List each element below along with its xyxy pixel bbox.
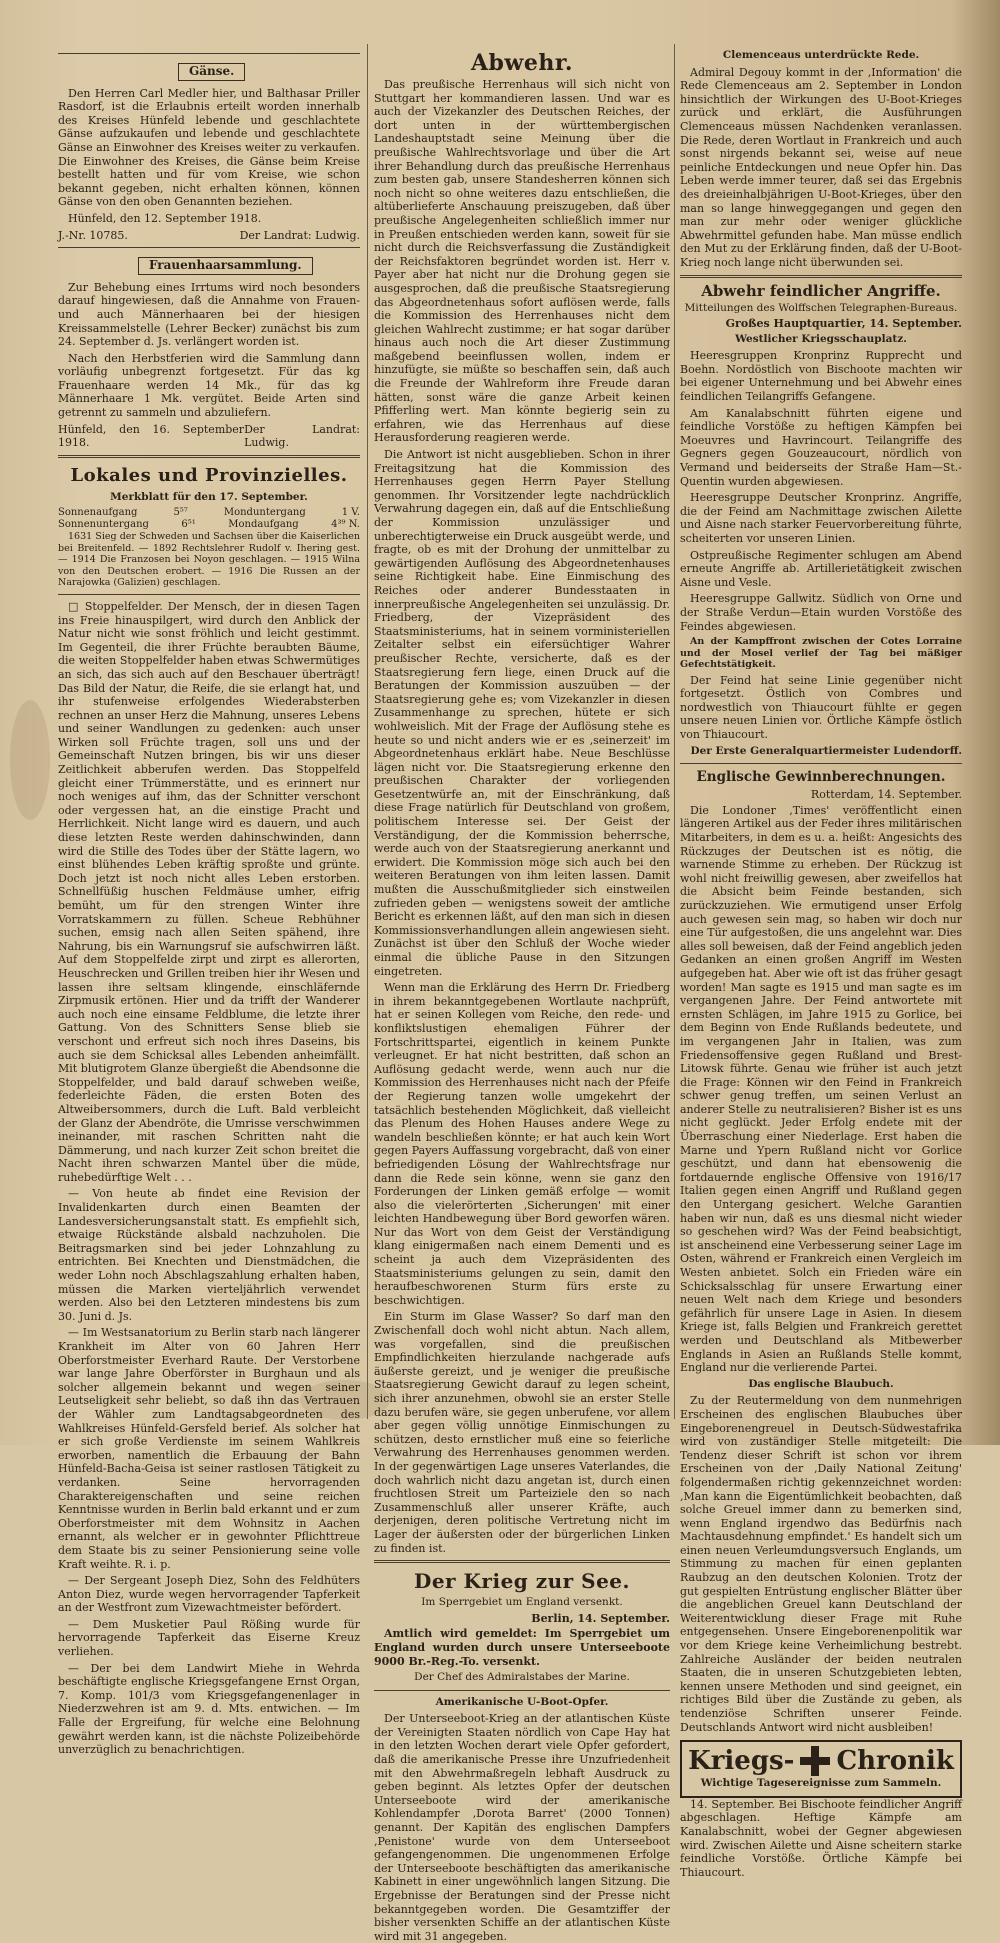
almanac-row [58,519,360,531]
gaense-date: Hünfeld, den 12. September 1918. [68,211,262,225]
angriffe-heading: Abwehr feindlicher Angriffe. [701,281,941,300]
clemenceau-body: Admiral Degouy kommt in der ‚Information' die Rede Clemenceaus am 2. September in London hinsichtlich der Wirkungen des U-Boot-Krieges zurück und erklärt, die Ausführungen Clemenceaus müssen Nachdenken veranlassen. Die Rede, deren Wortlaut in Frankreich und auch sonst nirgends bekannt sei, weise auf neue peinliche Entdeckungen und neue Opfer hin. Das Leben werde immer teurer, daß sei das Ergebnis des dreieinhalbjährigen U-Boot-Krieges, über den man so lange hinweggegangen und gegen den man zur mehr oder weniger glückliche Abwehrmittel gefunden habe. Man müsse endlich den Mut zu der Erklärung finden, daß der U-Boot-Krieg noch lange nicht überwunden sei. [680,65,962,269]
divider [58,247,360,248]
divider [58,455,360,458]
clemenceau-heading: Clemenceaus unterdrückte Rede. [722,49,920,61]
frauenhaar-signature: Der Landrat: Ludwig. [244,422,360,450]
column-rule [674,44,675,1419]
abwehr-paragraph-3: Wenn man die Erklärung des Herrn Dr. Friedberg in ihrem bekanntgegebenen Wortlaute nachprüft, hat er seinen Kollegen vom Reiche, den rede- und konfliktslustigen ehemaligen Führer der Fortschrittspartei, eigentlich in keinem Punkte verleugnet. Er hat nicht bestritten, daß schon an Auflösung gedacht werde, wenn auch nur die Kommission des Herrenhauses nicht nach der Pfeife der Regierung tanzen wolle umgekehrt der tatsächlich bestehenden Möglichkeit, daß vielleicht das Plenum des Hohen Hauses andere Wege zu wandeln beschließen könnte; er hat auch kein Wort gegen Payers Auffassung vorgebracht, daß von einer befriedigenden Lösung der Wahlrechtsfrage nur dann die Rede sein könne, wenn sie ganz den Forderungen der Linken gemäß erfolge — womit also die vielerörterten ‚Sicherungen' mit einer leichten Handbewegung über Bord geworfen wären. Nur das Wort von dem Geist der Verständigung klang einigermaßen nach einem Dementi und es scheint ja auch dem Vizepräsidenten des Staatsministeriums gelungen zu sein, damit den heraufbeschworenen Sturm fürs erste zu beschwichtigen. [374,981,670,1307]
moonrise-value: 4³⁹ N. [331,519,360,531]
column-rule [367,44,368,1419]
chronik-subtitle: Wichtige Tagesereignisse zum Sammeln. [700,1777,942,1790]
lokales-heading: Lokales und Provinzielles. [70,464,348,486]
frauenhaar-date: Hünfeld, den 16. September 1918. [58,422,245,450]
gaense-signature: Der Landrat: Ludwig. [239,228,360,242]
iron-cross-icon [800,1746,830,1776]
angriffe-dateline: Großes Hauptquartier, 14. September. [725,317,962,331]
west-heading: Westlicher Kriegsschauplatz. [735,332,907,345]
angriffe-source: Mitteilungen des Wolffschen Telegraphen-Bureaus. [684,301,958,314]
rupprecht-report: Heeresgruppen Kronprinz Rupprecht und Boehn. Nordöstlich von Bischoote machten wir bei eigener Unternehmung und bei Abwehr eines feindlichen Teilangriffs Gefangene. [680,349,962,404]
column-left [58,48,360,1757]
sunset-value: 6⁵¹ [181,519,196,531]
sunrise-value: 5⁵⁷ [173,507,188,519]
abwehr-paragraph-2: Die Antwort ist nicht ausgeblieben. Schon in ihrer Freitagsitzung hat die Kommission des Herrenhauses gegen Herrn Payer Stellung genommen. Ihr Vorsitzender legte nachdrücklich Verwahrung dagegen ein, daß auf die Entschließung der Kommission unzulässiger und unberechtigterweise ein Druck ausgeübt werde, und fragte, ob es mit der Drohung der unmittelbar zu gewärtigenden Auflösung des Abgeordnetenhauses seine Richtigkeit habe. Eine Einmischung des Reiches oder anderer Bundesstaaten in innerpreußische Angelegenheiten sei unzulässig. Dr. Friedberg, der Vizepräsident des Staatsministeriums, hat in seinem vorministeriellen Zeitalter selbst ein eifersüchtiger Wahrer preußischer Rechte, versicherte, daß es der Staatsregierung fern liege, einen Druck auf die Beratungen der Kommission auszuüben — der Staatsregierung gehe es; vom Vizekanzler in diesen Zusammenhange zu sprechen, hütete er sich wohlweislich. Mit der Frage der Auflösung stehe es heute so und nicht anders wie er es ‚seinerzeit' im Abgeordnetenhaus erklärt habe. Neue Beschlüsse lägen nicht vor. Die Staatsregierung erkenne den preußischen Charakter der vorliegenden Gesetzentwürfe an, mit der Einschränkung, daß diese Frage natürlich für Deutschland von großem, politischem Interesse sei. Der Geist der Verständigung, der die Kommission beherrsche, werde auch von der Staatsregierung anerkannt und erwidert. Die Kommission möge sich auch bei den weiteren Beratungen von ihm leiten lassen. Damit mußten die Ausschußmitglieder sich einstweilen zufrieden geben — wenigstens soweit der amtliche Bericht es erkennen läßt, auf den man sich in diesen Kommissionsverhandlungen allein angewiesen sieht. Zunächst ist über den Schluß der Woche wieder einmal die übliche Pause in den Sitzungen eingetreten. [374,448,670,978]
ostpreussen-report: Ostpreußische Regimenter schlugen am Abend erneute Angriffe ab. Artillerietätigkeit zwischen Aisne und Vesle. [680,548,962,589]
kronprinz-report: Heeresgruppe Deutscher Kronprinz. Angriffe, die der Feind am Nachmittage zwischen Ailette und Aisne nach starker Feuervorbereitung führte, scheiterten vor unseren Linien. [680,491,962,545]
gaense-body: Den Herren Carl Medler hier, und Balthasar Priller Rasdorf, ist die Erlaubnis erteilt worden innerhalb des Kreises Hünfeld lebende und geschlachtete Gänse aufzukaufen und lebende und geschlachtete Gänse an Einwohner des Kreises weiter zu verkaufen. Die Einwohner des Kreises, die Gänse beim Kreise bestellt hatten und für vom Kreise, wie schon bekannt gegeben, nicht erhalten können, können Gänse von den oben Genannten beziehen. [58,86,360,209]
sunrise-label: Sonnenaufgang [58,507,138,519]
stoppelfelder-article: □ Stoppelfelder. Der Mensch, der in diesen Tagen ins Freie hinauspilgert, wird durch den Anblick der Natur nicht wie sonst fröhlich und leicht gestimmt. Im Gegenteil, die ihrer Früchte beraubten Bäume, die weiten Stoppelfelder haben etwas Schwermütiges an sich, das sich auch auf den Beschauer überträgt! Das Bild der Natur, die Reife, die sie erlangt hat, und ihr stufenweise erfolgendes Wiederabsterben rechnen an unser Herz die Mahnung, unseres Lebens und seiner Wandlungen zu gedenken: auch unser Wirken soll Früchte tragen, soll uns und der Gemeinschaft Nutzen bringen, bis wir uns dieser Zeitlichkeit abberufen werden. Das Stoppelfeld gleicht einer Trümmerstätte, und es erinnert nur noch weniges auf ihm, das der Schnitter verschont oder vergessen hat, an die einstige Pracht und Herrlichkeit. Nicht lange wird es dauern, und auch diese letzten Reste werden dahinschwinden, dann wird die Stille des Todes über der Stätte lagern, wo einst blühendes Leben kräftig sproßte und grünte. Doch jetzt ist noch nicht alles Leben erstorben. Schnellfüßig huschen Feldmäuse umher, eifrig bemüht, um für den strengen Winter ihre Vorratskammern zu füllen. Scheue Rebhühner suchen, emsig nach allen Seiten spähend, ihre Nahrung, bis ein Warnungsruf sie aufschwirren läßt. Auf dem Stoppelfelde zirpt und zirpt es allerorten, Heuschrecken und Grillen treiben hier ihr Wesen und lassen ihre seltsam klingende, einschläfernde Zirpmusik ertönen. Hier und da trifft der Wanderer auch noch eine einsame Feldblume, die letzte ihrer Gattung. Von des Schnitters Sense blieb sie verschont und erfreut sich noch ihres Daseins, bis auch sie dem Schicksal alles Lebenden anheimfällt. Mit blutigrotem Glanze übergießt die Abendsonne die Stoppelfelder, und bald darauf schweben weiße, federleichte Fäden, die ersten Boten des Altweibersommers, durch die Luft. Bald verbleicht der Glanz der Abendröte, die Umrisse verschwimmen ineinander, mit raschen Schritten naht die Dämmerung, und nach kurzer Zeit schon breitet die Nacht ihren schwarzen Mantel über die müde, ruhebedürftige Welt . . . [58,599,360,1184]
gallwitz-report: Heeresgruppe Gallwitz. Südlich von Orne und der Straße Verdun—Etain wurden Vorstöße des Feindes abgewiesen. [680,592,962,633]
column-middle [374,48,670,1943]
divider [680,275,962,278]
see-subheading: Im Sperrgebiet um England versenkt. [421,1596,623,1609]
gewinn-dateline: Rotterdam, 14. September. [810,788,962,802]
see-amtlich: Amtlich wird gemeldet: Im Sperrgebiet um England wurden durch unsere Unterseeboote 9000 Br.-Reg.-To. versenkt. [374,1627,670,1668]
see-chef: Der Chef des Admiralstabes der Marine. [414,1671,630,1684]
abwehr-paragraph-1: Das preußische Herrenhaus will sich nicht von Stuttgart her kommandieren lassen. Und war es auch der Vizekanzler des Deutschen Reiches, der dort unten in der württembergischen Landeshauptstadt seine Meinung über die preußische Wahlrechtsvorlage und über die Art ihrer Behandlung durch das preußische Herrenhaus zum besten gab, unsere Standesherren können sich noch nicht so ohne weiteres dazu entschließen, die altüberlieferte Anschauung preiszugeben, daß über preußische Angelegenheiten schließlich immer nur in Preußen entschieden werden kann, soweit für sie nicht durch die Reichsverfassung die Zuständigkeit der Reichsfaktoren begründet worden ist. Herr v. Payer aber hat nicht nur die Drohung gegen sie ausgesprochen, daß die preußische Staatsregierung das Abgeordnetenhaus sofort auflösen werde, falls die Kommission des Herrenhauses nicht dem gleichen Wahlrecht zustimme; er hat sogar darüber hinaus auch noch die Art dieser Zustimmung maßgebend beeinflussen wollen, indem er hinzufügte, sie müßte so beschaffen sein, daß auch die Freunde der Wahlreform ihre Freude daran hätten, sonst wäre die ganze Arbeit keinen Pfifferling wert. Man könnte begierig sein zu erfahren, wie das Herrenhaus auf diese Herausforderung reagieren werde. [374,78,670,445]
wehrda-notice: — Der bei dem Landwirt Miehe in Wehrda beschäftigte englische Kriegsgefangene Ernst Organ, 7. Komp. 101/3 vom Kriegsgefangenenlager in Niederzwehren ist am 9. d. Mts. entwichen. — Im Falle der Ergreifung, für welche eine Belohnung gewährt werden kann, ist die nächste Polizeibehörde unverzüglich zu benachrichtigen. [58,1661,360,1757]
gaense-number: J.-Nr. 10785. [58,228,128,242]
ludendorff-signature: Der Erste Generalquartiermeister Ludendorff. [690,744,962,757]
column-right [680,48,962,1879]
divider [374,1690,670,1691]
diez-notice: — Der Sergeant Joseph Diez, Sohn des Feldhüters Anton Diez, wurde wegen hervorragender Tapferkeit an der Westfront zum Vizewachtmeister befördert. [58,1574,360,1615]
invaliden-notice: — Von heute ab findet eine Revision der Invalidenkarten durch einen Beamten der Landesversicherungsanstalt statt. Es empfiehlt sich, etwaige Rückstände alsbald nachzuholen. Die Beitragsmarken sind bei jeder Lohnzahlung zu entrichten. Bei Knechten und Dienstmädchen, die weder Lohn noch Abschlagszahlung erhalten haben, müssen die Marken vierteljährlich verwendet werden. Also bei den Letzteren mindestens bis zum 30. Juni d. Js. [58,1187,360,1323]
divider [680,763,962,764]
blaubuch-heading: Das englische Blaubuch. [748,1377,894,1390]
almanac-row [58,507,360,519]
adjacent-page-edge [974,60,1000,1405]
divider [374,1560,670,1563]
blaubuch-body: Zu der Reutermeldung von dem nunmehrigen Erscheinen des englischen Blaubuches über Eingeborenengreuel in Deutsch-Südwestafrika wird von zuständiger Stelle mitgeteilt: Die Tendenz dieser Schrift ist schon vor ihrem Erscheinen von der ‚Daily National Zeitung' folgendermaßen richtig gekennzeichnet worden: ‚Man kann die Eigentümlichkeit beobachten, daß solche Greuel immer dann zu bemerken sind, wenn England irgendwo das Bedürfnis nach Machtausdehnung empfindet.' Es handelt sich um einen neuen Verleumdungsversuch Englands, um Stimmung zu machen für einen geplanten Raubzug an den deutschen Kolonien. Trotz der gut gespielten Entrüstung englischer Blätter über die angeblichen Greuel kann Deutschland der Weiterentwicklung dieser Frage mit Ruhe entgegensehen. Unsere Eingeborenenpolitik war vor dem Kriege keine Verheimlichung bestrebt. Zahlreiche Ausländer der beiden neutralen Staaten, die in unseren Schutzgebieten lebten, kennen unsere Methoden und sind geeignet, ein richtiges Bild über die Zustände zu geben, als tendenziöse Schriften unserer Feinde. Deutschlands Antwort wird nicht ausbleiben! [680,1394,962,1734]
paper-stain [10,700,50,820]
frauenhaar-body-1: Zur Behebung eines Irrtums wird noch besonders darauf hingewiesen, daß die Annahme von Frauen- und auch Männerhaaren bei der hiesigen Kreissammelstelle (Lehrer Becker) zunächst bis zum 24. September d. Js. verlängert worden ist. [58,280,360,349]
history-notes: 1631 Sieg der Schweden und Sachsen über die Kaiserlichen bei Breitenfeld. — 1892 Rechtslehrer Rudolf v. Ihering gest. — 1914 Die Franzosen bei Noyon geschlagen. — 1915 Wilna von den Deutschen erobert. — 1916 Die Russen an der Narajowka (Galizien) geschlagen. [58,531,360,589]
gewinn-heading: Englische Gewinnberechnungen. [696,769,946,786]
gaense-heading: Gänse. [178,63,245,81]
chronik-title-right: Chronik [836,1746,954,1777]
amerika-heading: Amerikanische U-Boot-Opfer. [435,1695,609,1708]
frauenhaar-signature-row [58,423,360,450]
chronik-body: 14. September. Bei Bischoote feindlicher Angriff abgeschlagen. Heftige Kämpfe am Kanalabschnitt, wobei der Gegner abgewiesen wird. Zwischen Ailette und Aisne scheitern starke feindliche Vorstöße. Örtliche Kämpfe bei Thiaucourt. [680,1797,962,1879]
amerika-body: Der Unterseeboot-Krieg an der atlantischen Küste der Vereinigten Staaten nördlich von Cape Hay hat in den letzten Wochen derart viele Opfer gefordert, daß die amerikanische Presse ihre Unzufriedenheit mit den Abwehrmaßregeln lebhaft Ausdruck zu geben beginnt. Als letztes Opfer der deutschen Unterseeboote wird der amerikanische Kohlendampfer ‚Dorota Barret' (2000 Tonnen) genannt. Der Kapitän des englischen Dampfers ‚Penistone' wurde von dem Unterseeboot gefangengenommen. Die ungenommenen Erfolge der Unterseeboote beschäftigten das amerikanische Kabinett in einer ungewöhnlich langen Sitzung. Die Ergebnisse der Beratungen sind der Presse nicht bekanntgegeben worden. Die Gesamtziffer der bisher versenkten Schiffe an der atlantischen Küste wird mit 31 angegeben. [374,1712,670,1943]
merkblatt-heading: Merkblatt für den 17. September. [110,490,308,503]
gaense-signature-row [58,229,360,243]
abwehr-paragraph-4: Ein Sturm im Glase Wasser? So darf man den Zwischenfall doch wohl nicht abtun. Nach allem, was vorgefallen, sind die preußischen Empfindlichkeiten hierzulande nachgerade aufs äußerste gereizt, und je weniger die preußische Staatsregierung Gewicht darauf zu legen scheint, sich ihrer anzunehmen, obwohl sie an erster Stelle dazu berufen wäre, sie gegen unberufene, vor allem aber gegen völlig unnötige Einmischungen zu schützen, desto ernstlicher muß eine so feierliche Verwahrung des Herrenhauses genommen werden. In der gegenwärtigen Lage unseres Vaterlandes, die doch wahrlich nicht dazu angetan ist, durch einen fruchtlosen Streit um Parteiziele den so nach Zusammenschluß aller unserer Kräfte, auch derjenigen, deren politische Vertretung nicht im Lager der äußersten oder der bürgerlichen Linken zu finden ist. [374,1310,670,1555]
chronik-title [686,1746,956,1776]
roessing-notice: — Dem Musketier Paul Rößing wurde für hervorragende Tapferkeit das Eiserne Kreuz verliehen. [58,1617,360,1659]
see-heading: Der Krieg zur See. [413,1569,630,1594]
divider [58,594,360,595]
lorraine-report: An der Kampffront zwischen der Cotes Lorraine und der Mosel verlief der Tag bei mäßiger Gefechtstätigkeit. [680,636,962,671]
gewinn-body: Die Londoner ‚Times' veröffentlicht einen längeren Artikel aus der Feder ihres militärischen Mitarbeiters, in dem es u. a. heißt: Angesichts des Rückzuges der Deutschen ist es nötig, die warnende Stimme zu erheben. Der Rückzug ist wohl nicht freiwillig gewesen, aber zweifellos hat die Absicht beim Feinde bestanden, sich zurückzuziehen. Wie ermutigend unser Erfolg auch gewesen sein mag, so haben wir doch nur eine Tür aufgestoßen, die uns angelehnt war. Dies alles soll beweisen, daß der Feind angeblich jeden Gedanken an einen großen Angriff im Westen aufgegeben hat. Aber wie oft ist das früher gesagt worden! Man sagte es 1915 und man sagte es im vergangenen Jahre. Der Feind antwortete mit ernsten Schlägen, im Jahre 1915 zu Gorlice, bei dem Beginn von Ende Rußlands bedeutete, und im vergangenen Jahr in Italien, was zum Friedensoffensive gegen Rußland und Brest-Litowsk führte. Genau wie früher ist auch jetzt die Frage: Können wir den Feind in Frankreich schwer genug treffen, um seinen Verlust an anderer Stelle zu neutralisieren? Bisher ist es uns nicht geglückt. Jeder Erfolg endete mit der Überraschung einer Niederlage. Erst haben die Marne und Ypern Rußland nicht vor Gorlice geschützt, und dann hat ebensowenig die fortdauernde englische Offensive von 1916/17 Italien gegen einen Angriff und Rußland gegen den Untergang gesichert. Welche Garantien haben wir nun, daß es uns diesmal nicht wieder so geschehen wird? Was der Feind beabsichtigt, ist anscheinend eine Verbesserung seiner Lage im Osten, während er Frankreich einen Vergleich im Westen anbietet. Solch ein Frieden wäre ein Schicksalsschlag für unsere Erwartung einer neuen Welt nach dem Kriege und besonders gefährlich für unsere Lage in Asien. In diesem Kriege ist, falls Belgien und Frankreich gerettet werden und Deutschland als Mitbewerber Englands in Asien an Rußlands Stelle kommt, England nur die verlierende Partei. [680,803,962,1375]
westsanatorium-notice: — Im Westsanatorium zu Berlin starb nach längerer Krankheit im Alter von 60 Jahren Herr Oberforstmeister Everhard Raute. Der Verstorbene war lange Jahre Oberförster in Burghaun und als solcher allgemein bekannt und wegen seiner Leutseligkeit sehr beliebt, so daß ihn das Vertrauen der Wähler zum Landtagsabgeordneten des Wahlkreises Hünfeld-Gersfeld berief. Als solcher hat er sich große Verdienste im seinem Wahlkreis erworben, namentlich die Erbauung der Bahn Hünfeld-Bacha-Geisa ist seiner rastlosen Tätigkeit zu verdanken. Seine hervorragenden Charaktereigenschaften und seine reichen Kenntnisse wurden in Berlin bald erkannt und er zum Oberforstmeister mit dem Wohnsitz in Aachen ernannt, als welcher er in gewohnter Pflichttreue dem Staate bis zu seiner Pensionierung seine volle Kraft weihte. R. i. p. [58,1326,360,1571]
top-rule [58,53,360,54]
abwehr-heading: Abwehr. [470,50,574,76]
combres-report: Der Feind hat seine Linie gegenüber nicht fortgesetzt. Östlich von Combres und nordwestlich von Thiaucourt fühlte er gegen unsere neuen Linien vor. Örtliche Kämpfe östlich von Thiaucourt. [680,673,962,742]
moonset-label: Monduntergang [223,507,306,519]
moonset-value: 1 V. [341,507,360,519]
frauenhaar-body-2: Nach den Herbstferien wird die Sammlung dann vorläufig unbegrenzt fortgesetzt. Für das kg Frauenhaare werden 14 Mk., für das kg Männerhaare 1 Mk. vergütet. Beide Arten sind getrennt zu sammeln und abzuliefern. [58,351,360,420]
moonrise-label: Mondaufgang [228,519,299,531]
frauenhaar-heading: Frauenhaarsammlung. [138,257,313,275]
see-dateline: Berlin, 14. September. [531,1611,670,1625]
sunset-label: Sonnenuntergang [58,519,149,531]
kanal-report: Am Kanalabschnitt führten eigene und feindliche Vorstöße zu heftigen Kämpfen bei Moeuvres und Havrincourt. Teilangriffe des Gegners gegen Gouzeaucourt, nördlich von Vermand und beiderseits der Straße Ham—St.-Quentin wurden abgewiesen. [680,406,962,488]
kriegs-chronik-box [680,1740,962,1798]
chronik-title-left: Kriegs- [688,1746,795,1777]
